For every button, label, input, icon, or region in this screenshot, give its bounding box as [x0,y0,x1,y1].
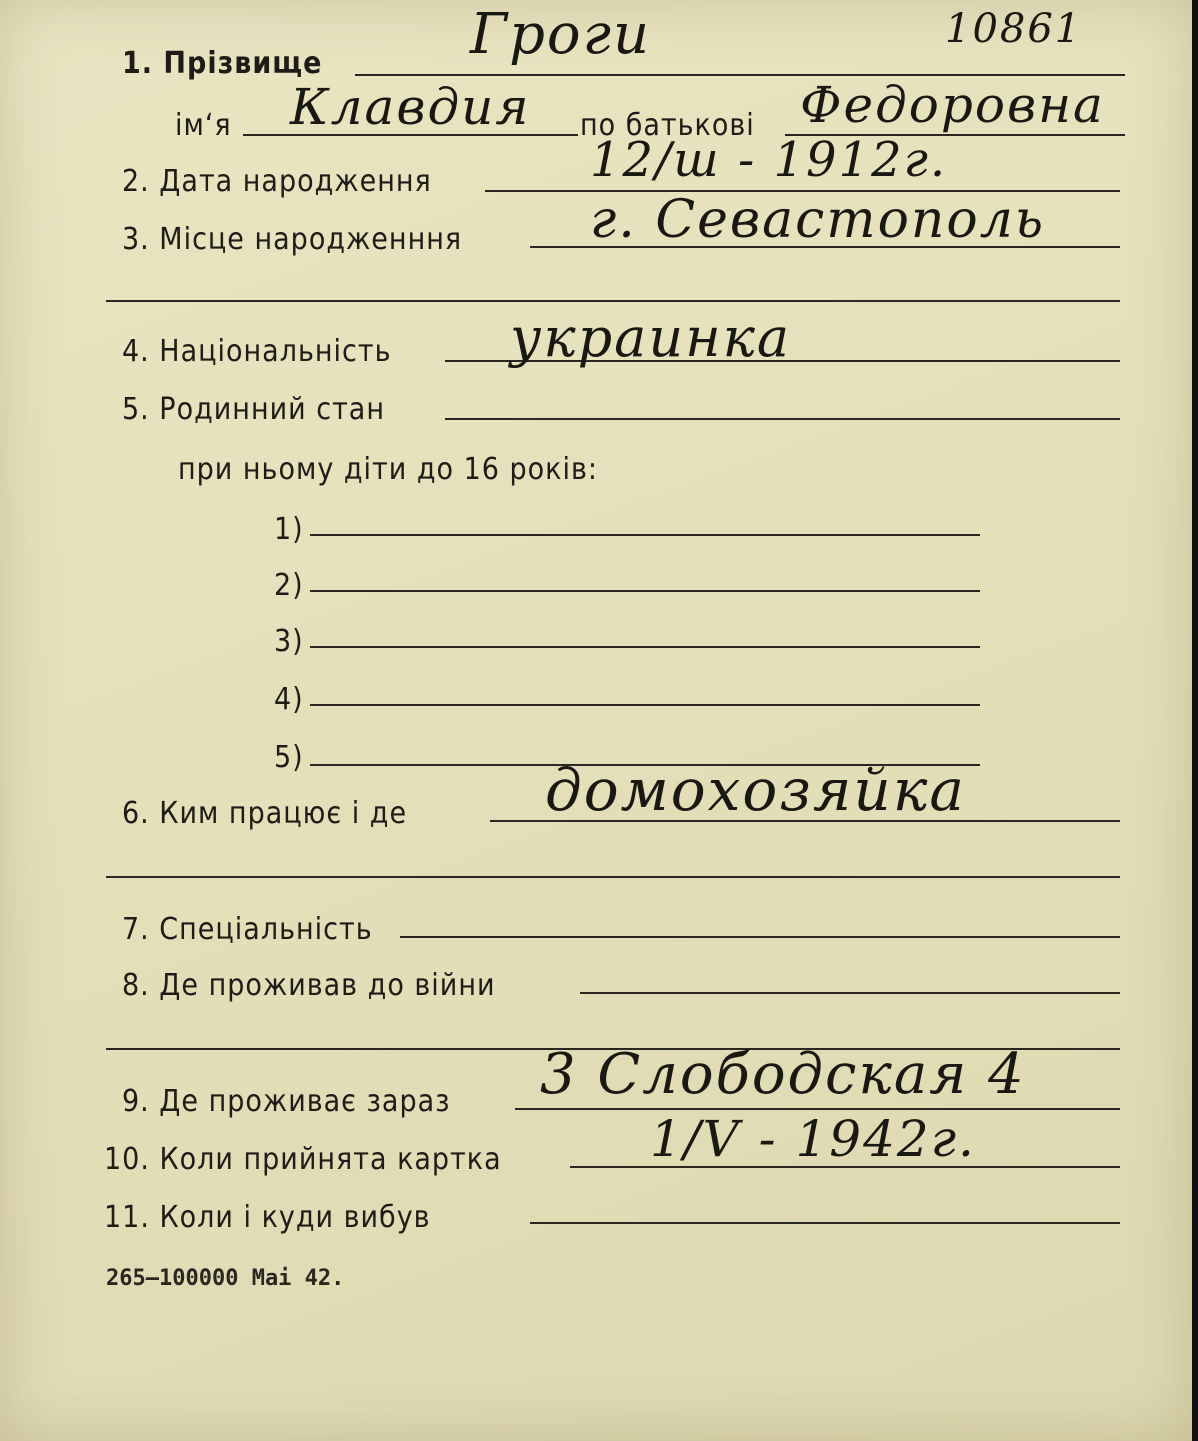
patronymic-value: Федоровна [800,76,1105,134]
nationality-value: украинка [510,306,792,369]
departure-line [530,1222,1120,1224]
birth-date-value: 12/ш - 1912г. [590,132,948,188]
child-1-line [310,534,980,536]
current-address-label: 9. Де проживає зараз [122,1084,451,1119]
departure-label: 11. Коли і куди вибув [104,1200,431,1235]
scan-edge [1192,0,1198,1441]
record-number: 10861 [945,6,1083,52]
occupation-value: домохозяйка [545,756,966,824]
child-4-label: 4) [274,682,304,717]
child-4-line [310,704,980,706]
first-name-value: Клавдия [290,78,531,136]
child-2-line [310,590,980,592]
card-date-value: 1/V - 1942г. [650,1110,976,1168]
surname-label: 1. Прізвище [122,46,323,81]
child-3-label: 3) [274,624,304,659]
birth-place-label: 3. Місце народженння [122,222,463,257]
birth-date-label: 2. Дата народження [122,164,432,199]
specialty-line [400,936,1120,938]
occupation-line-2 [106,876,1120,878]
print-footer: 265—100000 Mai 42. [106,1266,345,1291]
surname-value: Гроги [470,2,652,67]
patronymic-label: по батькові [580,108,755,143]
occupation-label: 6. Ким працює і де [122,796,408,831]
birth-place-value: г. Севастополь [590,190,1046,250]
specialty-label: 7. Спеціальність [122,912,373,947]
card-date-label: 10. Коли прийнята картка [104,1142,502,1177]
child-5-label: 5) [274,740,304,775]
child-3-line [310,646,980,648]
birth-place-line-2 [106,300,1120,302]
child-2-label: 2) [274,568,304,603]
marital-status-label: 5. Родинний стан [122,392,385,427]
first-name-label: ім‘я [175,108,232,143]
nationality-label: 4. Національність [122,334,392,369]
prewar-address-label: 8. Де проживав до війни [122,968,496,1003]
prewar-address-line [580,992,1120,994]
current-address-value: 3 Слободская 4 [540,1042,1026,1107]
child-1-label: 1) [274,512,304,547]
children-label: при ньому діти до 16 років: [178,452,598,487]
marital-status-line [445,418,1120,420]
